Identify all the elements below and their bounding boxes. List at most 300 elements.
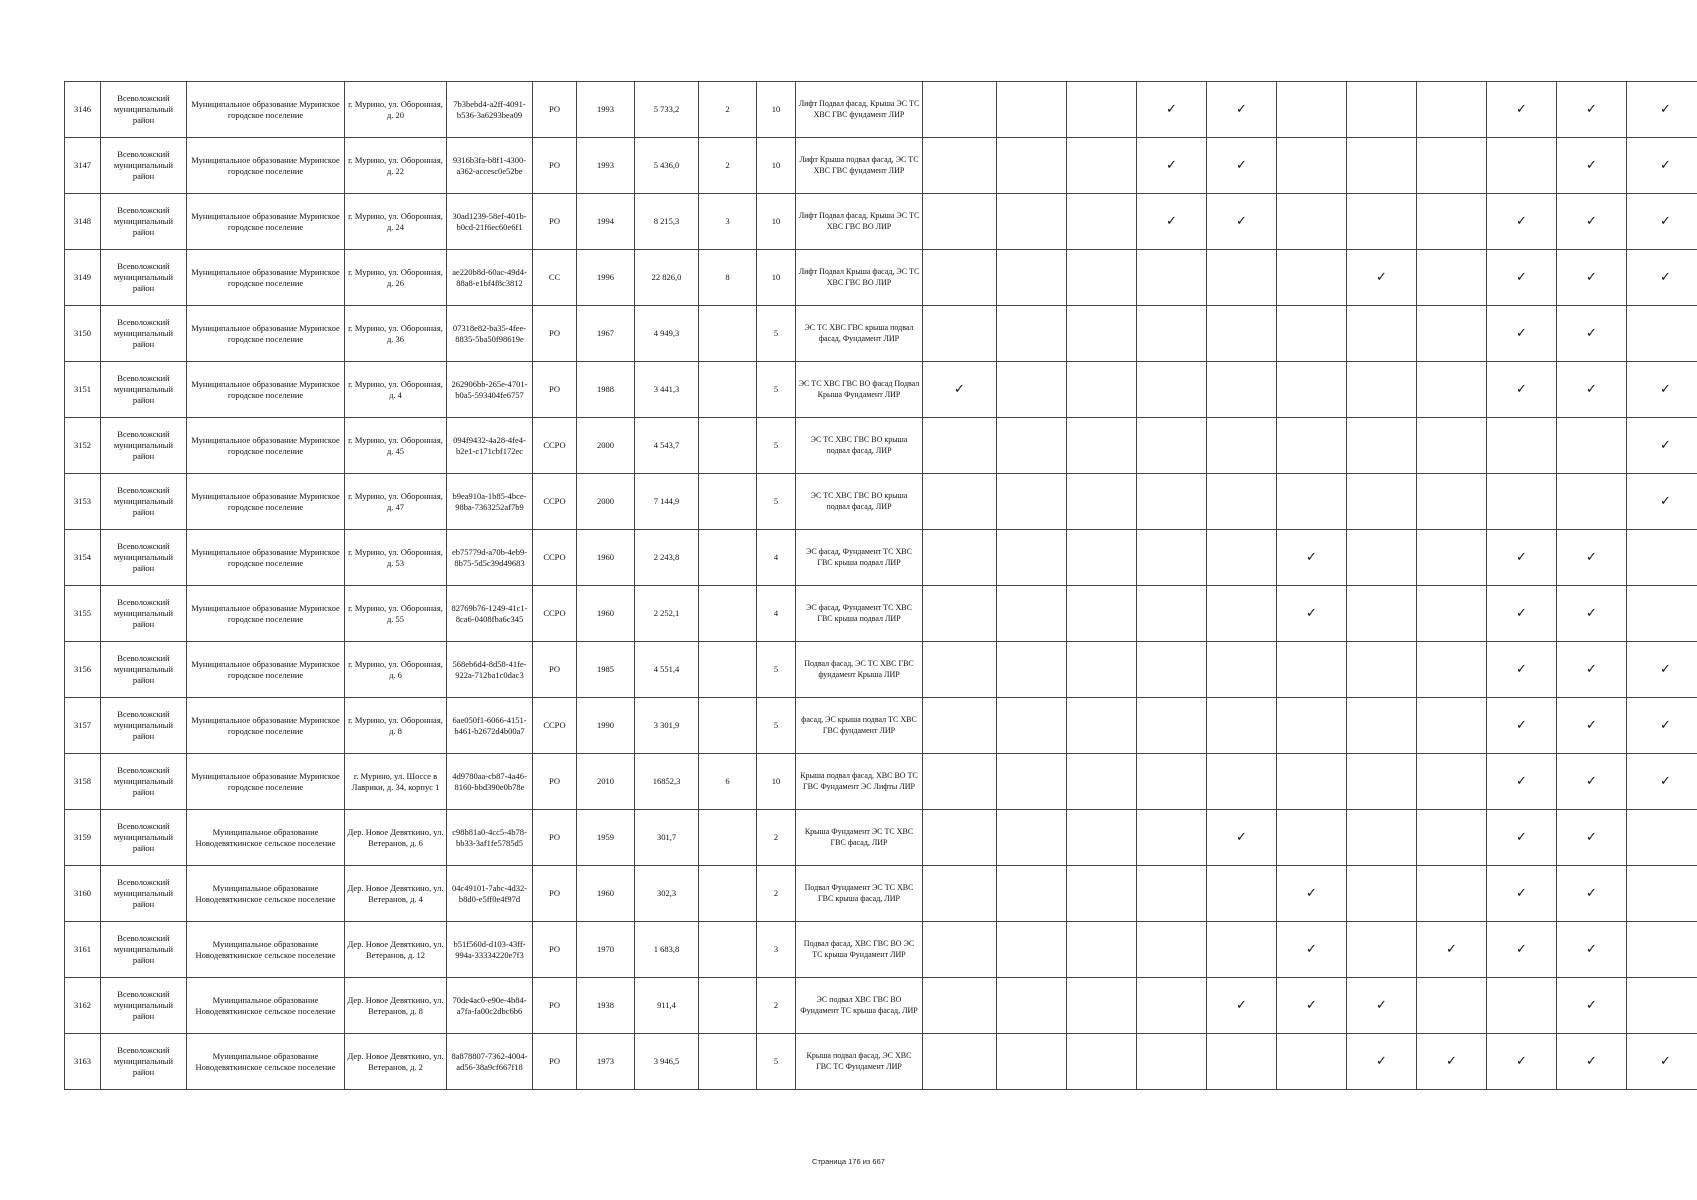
cell-checkmark: ✓ [1627, 418, 1697, 474]
cell-checkmark [997, 250, 1067, 306]
cell-checkmark [923, 810, 997, 866]
cell-works: Лифт Подвал Крыша фасад, ЭС ТС ХВС ГВС ВО ЛИР [796, 250, 923, 306]
cell-checkmark [1207, 250, 1277, 306]
cell-checkmark [1277, 698, 1347, 754]
cell-lifts [699, 474, 757, 530]
cell-checkmark: ✓ [1277, 866, 1347, 922]
cell-method: РО [533, 306, 577, 362]
cell-area: 301,7 [635, 810, 699, 866]
cell-checkmark [1137, 306, 1207, 362]
cell-guid: 8a878807-7362-4004-ad56-38a9cf667f18 [447, 1034, 533, 1090]
cell-checkmark [1347, 866, 1417, 922]
cell-checkmark [1067, 250, 1137, 306]
cell-number: 3160 [65, 866, 101, 922]
cell-area: 5 436,0 [635, 138, 699, 194]
cell-checkmark [1207, 362, 1277, 418]
cell-checkmark: ✓ [1207, 194, 1277, 250]
cell-checkmark [1067, 698, 1137, 754]
cell-floors: 10 [757, 82, 796, 138]
cell-address: г. Мурино, ул. Оборонная, д. 36 [345, 306, 447, 362]
cell-checkmark: ✓ [1487, 1034, 1557, 1090]
cell-checkmark [1067, 922, 1137, 978]
cell-method: ССРО [533, 474, 577, 530]
cell-district: Всеволожский муниципальный район [101, 754, 187, 810]
cell-address: Дер. Новое Девяткино, ул. Ветеранов, д. 12 [345, 922, 447, 978]
cell-checkmark [1347, 922, 1417, 978]
cell-checkmark: ✓ [1627, 362, 1697, 418]
cell-address: г. Мурино, ул. Оборонная, д. 6 [345, 642, 447, 698]
cell-checkmark [1417, 362, 1487, 418]
cell-checkmark [997, 922, 1067, 978]
cell-checkmark [1627, 530, 1697, 586]
cell-method: СС [533, 250, 577, 306]
cell-municipality: Муниципальное образование Муринское городское поселение [187, 138, 345, 194]
cell-guid: 07318e82-ba35-4fee-8835-5ba50f98619e [447, 306, 533, 362]
cell-checkmark [997, 698, 1067, 754]
cell-checkmark: ✓ [1557, 306, 1627, 362]
cell-checkmark [1347, 530, 1417, 586]
cell-guid: c98b81a0-4cc5-4b78-bb33-3af1fe5785d5 [447, 810, 533, 866]
cell-district: Всеволожский муниципальный район [101, 306, 187, 362]
cell-checkmark [1137, 530, 1207, 586]
cell-year: 1960 [577, 586, 635, 642]
cell-lifts [699, 418, 757, 474]
cell-works: фасад, ЭС крыша подвал ТС ХВС ГВС фундамент ЛИР [796, 698, 923, 754]
cell-floors: 5 [757, 474, 796, 530]
cell-checkmark [997, 138, 1067, 194]
cell-guid: b51f560d-d103-43ff-994a-33334220e7f3 [447, 922, 533, 978]
cell-checkmark [1277, 810, 1347, 866]
cell-year: 1970 [577, 922, 635, 978]
cell-address: г. Мурино, ул. Оборонная, д. 20 [345, 82, 447, 138]
cell-number: 3157 [65, 698, 101, 754]
cell-address: г. Мурино, ул. Шоссе в Лаврики, д. 34, корпус 1 [345, 754, 447, 810]
cell-works: ЭС ТС ХВС ГВС крыша подвал фасад, Фундамент ЛИР [796, 306, 923, 362]
housing-table [64, 81, 1697, 1090]
cell-checkmark: ✓ [1487, 362, 1557, 418]
cell-checkmark [923, 250, 997, 306]
cell-address: г. Мурино, ул. Оборонная, д. 55 [345, 586, 447, 642]
cell-checkmark [1067, 1034, 1137, 1090]
cell-municipality: Муниципальное образование Новодевяткинское сельское поселение [187, 810, 345, 866]
cell-method: ССРО [533, 418, 577, 474]
cell-number: 3158 [65, 754, 101, 810]
cell-address: Дер. Новое Девяткино, ул. Ветеранов, д. 6 [345, 810, 447, 866]
cell-checkmark: ✓ [1137, 82, 1207, 138]
cell-checkmark: ✓ [1557, 866, 1627, 922]
cell-checkmark: ✓ [1487, 530, 1557, 586]
cell-checkmark: ✓ [1347, 978, 1417, 1034]
table-row [65, 250, 1697, 306]
cell-checkmark [1417, 82, 1487, 138]
table-row [65, 642, 1697, 698]
cell-checkmark: ✓ [1627, 194, 1697, 250]
cell-floors: 2 [757, 866, 796, 922]
cell-checkmark: ✓ [1627, 138, 1697, 194]
cell-checkmark [1347, 362, 1417, 418]
table-row [65, 82, 1697, 138]
cell-checkmark [1137, 642, 1207, 698]
cell-area: 4 949,3 [635, 306, 699, 362]
cell-checkmark: ✓ [1277, 530, 1347, 586]
cell-checkmark [997, 810, 1067, 866]
cell-district: Всеволожский муниципальный район [101, 810, 187, 866]
cell-district: Всеволожский муниципальный район [101, 82, 187, 138]
cell-works: ЭС ТС ХВС ГВС ВО крыша подвал фасад, ЛИР [796, 418, 923, 474]
cell-checkmark [1417, 810, 1487, 866]
cell-district: Всеволожский муниципальный район [101, 866, 187, 922]
cell-checkmark [1067, 530, 1137, 586]
cell-checkmark: ✓ [1557, 362, 1627, 418]
cell-area: 3 946,5 [635, 1034, 699, 1090]
cell-year: 1993 [577, 82, 635, 138]
cell-floors: 5 [757, 642, 796, 698]
cell-method: РО [533, 754, 577, 810]
cell-checkmark [1627, 922, 1697, 978]
cell-method: РО [533, 810, 577, 866]
cell-floors: 10 [757, 138, 796, 194]
cell-checkmark: ✓ [1557, 138, 1627, 194]
cell-checkmark [1417, 530, 1487, 586]
cell-checkmark [997, 530, 1067, 586]
cell-checkmark [923, 642, 997, 698]
cell-floors: 3 [757, 922, 796, 978]
cell-checkmark [1347, 194, 1417, 250]
cell-district: Всеволожский муниципальный район [101, 250, 187, 306]
cell-checkmark [1557, 418, 1627, 474]
cell-works: Подвал фасад, ЭС ТС ХВС ГВС фундамент Крыша ЛИР [796, 642, 923, 698]
cell-number: 3151 [65, 362, 101, 418]
cell-checkmark [1067, 586, 1137, 642]
cell-checkmark [1417, 586, 1487, 642]
cell-checkmark [1347, 698, 1417, 754]
cell-checkmark [1277, 474, 1347, 530]
cell-checkmark [1417, 698, 1487, 754]
cell-checkmark [1067, 866, 1137, 922]
cell-floors: 10 [757, 754, 796, 810]
cell-works: ЭС ТС ХВС ГВС ВО крыша подвал фасад, ЛИР [796, 474, 923, 530]
cell-number: 3161 [65, 922, 101, 978]
cell-district: Всеволожский муниципальный район [101, 978, 187, 1034]
cell-method: ССРО [533, 698, 577, 754]
cell-checkmark [923, 586, 997, 642]
cell-checkmark [997, 194, 1067, 250]
cell-municipality: Муниципальное образование Муринское городское поселение [187, 194, 345, 250]
cell-checkmark [1137, 978, 1207, 1034]
cell-municipality: Муниципальное образование Муринское городское поселение [187, 698, 345, 754]
cell-method: РО [533, 138, 577, 194]
cell-checkmark: ✓ [1487, 194, 1557, 250]
cell-checkmark [1137, 698, 1207, 754]
cell-checkmark [1277, 754, 1347, 810]
cell-checkmark [997, 866, 1067, 922]
cell-lifts [699, 586, 757, 642]
cell-lifts: 6 [699, 754, 757, 810]
cell-checkmark [1277, 362, 1347, 418]
cell-number: 3147 [65, 138, 101, 194]
cell-number: 3153 [65, 474, 101, 530]
cell-year: 1959 [577, 810, 635, 866]
cell-checkmark [1067, 978, 1137, 1034]
table-row [65, 698, 1697, 754]
cell-district: Всеволожский муниципальный район [101, 922, 187, 978]
cell-address: г. Мурино, ул. Оборонная, д. 53 [345, 530, 447, 586]
cell-checkmark [1277, 138, 1347, 194]
cell-checkmark [1417, 642, 1487, 698]
cell-checkmark: ✓ [1137, 194, 1207, 250]
cell-year: 1985 [577, 642, 635, 698]
cell-number: 3149 [65, 250, 101, 306]
cell-checkmark [1137, 922, 1207, 978]
cell-works: ЭС ТС ХВС ГВС ВО фасад Подвал Крыша Фундамент ЛИР [796, 362, 923, 418]
cell-checkmark: ✓ [1487, 250, 1557, 306]
cell-address: г. Мурино, ул. Оборонная, д. 26 [345, 250, 447, 306]
cell-floors: 5 [757, 1034, 796, 1090]
cell-checkmark [1347, 474, 1417, 530]
cell-year: 1994 [577, 194, 635, 250]
cell-checkmark [923, 82, 997, 138]
cell-address: Дер. Новое Девяткино, ул. Ветеранов, д. 2 [345, 1034, 447, 1090]
cell-checkmark [1627, 306, 1697, 362]
cell-district: Всеволожский муниципальный район [101, 474, 187, 530]
cell-checkmark [923, 138, 997, 194]
cell-checkmark: ✓ [1487, 810, 1557, 866]
cell-checkmark [1487, 474, 1557, 530]
cell-municipality: Муниципальное образование Муринское городское поселение [187, 586, 345, 642]
cell-checkmark [997, 362, 1067, 418]
cell-lifts: 3 [699, 194, 757, 250]
cell-works: Крыша Фундамент ЭС ТС ХВС ГВС фасад, ЛИР [796, 810, 923, 866]
cell-checkmark [923, 754, 997, 810]
cell-checkmark [1137, 418, 1207, 474]
cell-floors: 10 [757, 194, 796, 250]
cell-checkmark [1347, 418, 1417, 474]
cell-municipality: Муниципальное образование Муринское городское поселение [187, 362, 345, 418]
cell-municipality: Муниципальное образование Муринское городское поселение [187, 754, 345, 810]
cell-number: 3162 [65, 978, 101, 1034]
cell-guid: 4d9780aa-cb87-4a46-8160-bbd390e0b78e [447, 754, 533, 810]
cell-checkmark: ✓ [1557, 82, 1627, 138]
cell-floors: 2 [757, 810, 796, 866]
cell-municipality: Муниципальное образование Муринское городское поселение [187, 306, 345, 362]
cell-checkmark [923, 922, 997, 978]
cell-works: Крыша подвал фасад, ЭС ХВС ГВС ТС Фундамент ЛИР [796, 1034, 923, 1090]
cell-checkmark: ✓ [1487, 754, 1557, 810]
cell-checkmark [1627, 586, 1697, 642]
table-row [65, 194, 1697, 250]
cell-checkmark: ✓ [1627, 1034, 1697, 1090]
cell-checkmark: ✓ [1207, 138, 1277, 194]
cell-address: г. Мурино, ул. Оборонная, д. 47 [345, 474, 447, 530]
cell-guid: 262906bb-265e-4701-b0a5-593404fe6757 [447, 362, 533, 418]
cell-district: Всеволожский муниципальный район [101, 362, 187, 418]
page-footer: Страница 176 из 667 [812, 1157, 885, 1166]
cell-number: 3146 [65, 82, 101, 138]
cell-lifts: 2 [699, 82, 757, 138]
cell-method: РО [533, 866, 577, 922]
cell-floors: 2 [757, 978, 796, 1034]
cell-checkmark [1207, 306, 1277, 362]
cell-checkmark [1277, 194, 1347, 250]
cell-guid: 70de4ac0-e90e-4b84-a7fa-fa00c2dbc6b6 [447, 978, 533, 1034]
cell-guid: 9316b3fa-b8f1-4300-a362-accesc0e52be [447, 138, 533, 194]
cell-checkmark [997, 754, 1067, 810]
cell-area: 22 826,0 [635, 250, 699, 306]
cell-number: 3159 [65, 810, 101, 866]
cell-area: 4 551,4 [635, 642, 699, 698]
cell-year: 1960 [577, 866, 635, 922]
cell-number: 3163 [65, 1034, 101, 1090]
cell-lifts [699, 530, 757, 586]
cell-year: 2000 [577, 418, 635, 474]
cell-checkmark: ✓ [1557, 194, 1627, 250]
cell-municipality: Муниципальное образование Муринское городское поселение [187, 82, 345, 138]
cell-checkmark [923, 474, 997, 530]
cell-checkmark [1417, 978, 1487, 1034]
cell-municipality: Муниципальное образование Муринское городское поселение [187, 250, 345, 306]
cell-checkmark [1137, 250, 1207, 306]
cell-district: Всеволожский муниципальный район [101, 138, 187, 194]
cell-checkmark [1137, 1034, 1207, 1090]
cell-municipality: Муниципальное образование Муринское городское поселение [187, 418, 345, 474]
cell-address: Дер. Новое Девяткино, ул. Ветеранов, д. 8 [345, 978, 447, 1034]
cell-works: Подвал фасад, ХВС ГВС ВО ЭС ТС крыша Фундамент ЛИР [796, 922, 923, 978]
cell-year: 1996 [577, 250, 635, 306]
cell-works: ЭС фасад, Фундамент ТС ХВС ГВС крыша подвал ЛИР [796, 530, 923, 586]
cell-works: Подвал Фундамент ЭС ТС ХВС ГВС крыша фасад, ЛИР [796, 866, 923, 922]
cell-checkmark: ✓ [1557, 586, 1627, 642]
cell-area: 7 144,9 [635, 474, 699, 530]
cell-lifts [699, 306, 757, 362]
cell-address: г. Мурино, ул. Оборонная, д. 24 [345, 194, 447, 250]
cell-municipality: Муниципальное образование Новодевяткинское сельское поселение [187, 978, 345, 1034]
cell-district: Всеволожский муниципальный район [101, 194, 187, 250]
cell-district: Всеволожский муниципальный район [101, 530, 187, 586]
cell-checkmark [1137, 754, 1207, 810]
cell-checkmark [1207, 642, 1277, 698]
cell-checkmark: ✓ [1277, 922, 1347, 978]
cell-year: 1938 [577, 978, 635, 1034]
table-row [65, 866, 1697, 922]
cell-lifts [699, 1034, 757, 1090]
cell-lifts [699, 698, 757, 754]
cell-area: 2 252,1 [635, 586, 699, 642]
cell-checkmark [1067, 642, 1137, 698]
cell-district: Всеволожский муниципальный район [101, 586, 187, 642]
cell-checkmark [1277, 82, 1347, 138]
cell-checkmark: ✓ [1487, 586, 1557, 642]
cell-address: г. Мурино, ул. Оборонная, д. 8 [345, 698, 447, 754]
cell-checkmark: ✓ [1627, 642, 1697, 698]
cell-lifts [699, 922, 757, 978]
cell-district: Всеволожский муниципальный район [101, 418, 187, 474]
table-row [65, 306, 1697, 362]
cell-checkmark [1207, 922, 1277, 978]
cell-lifts [699, 810, 757, 866]
cell-guid: 568eb6d4-8d58-41fe-922a-712ba1c0dac3 [447, 642, 533, 698]
cell-checkmark [1347, 138, 1417, 194]
cell-checkmark [997, 642, 1067, 698]
cell-area: 302,3 [635, 866, 699, 922]
cell-checkmark [1627, 978, 1697, 1034]
cell-checkmark [1137, 810, 1207, 866]
cell-checkmark [1207, 866, 1277, 922]
cell-guid: 7b3bebd4-a2ff-4091-b536-3a6293bea09 [447, 82, 533, 138]
cell-district: Всеволожский муниципальный район [101, 698, 187, 754]
cell-checkmark [1417, 866, 1487, 922]
cell-checkmark [923, 978, 997, 1034]
cell-works: Лифт Подвал фасад, Крыша ЭС ТС ХВС ГВС фундамент ЛИР [796, 82, 923, 138]
cell-checkmark [1347, 642, 1417, 698]
cell-address: г. Мурино, ул. Оборонная, д. 22 [345, 138, 447, 194]
cell-checkmark [1207, 530, 1277, 586]
cell-municipality: Муниципальное образование Новодевяткинское сельское поселение [187, 922, 345, 978]
cell-address: г. Мурино, ул. Оборонная, д. 45 [345, 418, 447, 474]
cell-area: 2 243,8 [635, 530, 699, 586]
cell-checkmark [997, 586, 1067, 642]
cell-area: 1 683,8 [635, 922, 699, 978]
cell-checkmark [1627, 866, 1697, 922]
cell-number: 3155 [65, 586, 101, 642]
cell-checkmark [1487, 138, 1557, 194]
cell-checkmark: ✓ [1347, 1034, 1417, 1090]
cell-year: 1960 [577, 530, 635, 586]
cell-checkmark [1487, 418, 1557, 474]
cell-works: ЭС фасад, Фундамент ТС ХВС ГВС крыша подвал ЛИР [796, 586, 923, 642]
cell-checkmark [1137, 866, 1207, 922]
cell-guid: eb75779d-a70b-4eb9-8b75-5d5c39d49683 [447, 530, 533, 586]
cell-district: Всеволожский муниципальный район [101, 642, 187, 698]
cell-floors: 5 [757, 306, 796, 362]
cell-area: 16852,3 [635, 754, 699, 810]
cell-municipality: Муниципальное образование Новодевяткинское сельское поселение [187, 866, 345, 922]
table-row [65, 362, 1697, 418]
cell-checkmark [1347, 306, 1417, 362]
cell-checkmark [1067, 810, 1137, 866]
cell-checkmark: ✓ [1557, 1034, 1627, 1090]
cell-checkmark: ✓ [1487, 698, 1557, 754]
cell-checkmark [1277, 306, 1347, 362]
cell-checkmark: ✓ [1277, 978, 1347, 1034]
cell-district: Всеволожский муниципальный район [101, 1034, 187, 1090]
cell-checkmark: ✓ [1487, 866, 1557, 922]
cell-number: 3148 [65, 194, 101, 250]
cell-checkmark [1067, 138, 1137, 194]
cell-works: Лифт Крыша подвал фасад, ЭС ТС ХВС ГВС фундамент ЛИР [796, 138, 923, 194]
cell-method: РО [533, 82, 577, 138]
cell-checkmark: ✓ [1487, 82, 1557, 138]
cell-checkmark: ✓ [1207, 82, 1277, 138]
cell-year: 1967 [577, 306, 635, 362]
cell-number: 3152 [65, 418, 101, 474]
cell-floors: 5 [757, 362, 796, 418]
table-row [65, 474, 1697, 530]
cell-checkmark [997, 1034, 1067, 1090]
cell-checkmark: ✓ [1557, 698, 1627, 754]
cell-checkmark [1417, 418, 1487, 474]
cell-floors: 5 [757, 418, 796, 474]
cell-checkmark [1347, 754, 1417, 810]
cell-checkmark: ✓ [1557, 530, 1627, 586]
cell-checkmark: ✓ [923, 362, 997, 418]
cell-area: 4 543,7 [635, 418, 699, 474]
cell-guid: 094f9432-4a28-4fe4-b2e1-c171cbf172ec [447, 418, 533, 474]
cell-area: 3 301,9 [635, 698, 699, 754]
cell-address: г. Мурино, ул. Оборонная, д. 4 [345, 362, 447, 418]
cell-checkmark [1067, 194, 1137, 250]
cell-works: ЭС подвал ХВС ГВС ВО Фундамент ТС крыша фасад, ЛИР [796, 978, 923, 1034]
cell-checkmark: ✓ [1557, 810, 1627, 866]
